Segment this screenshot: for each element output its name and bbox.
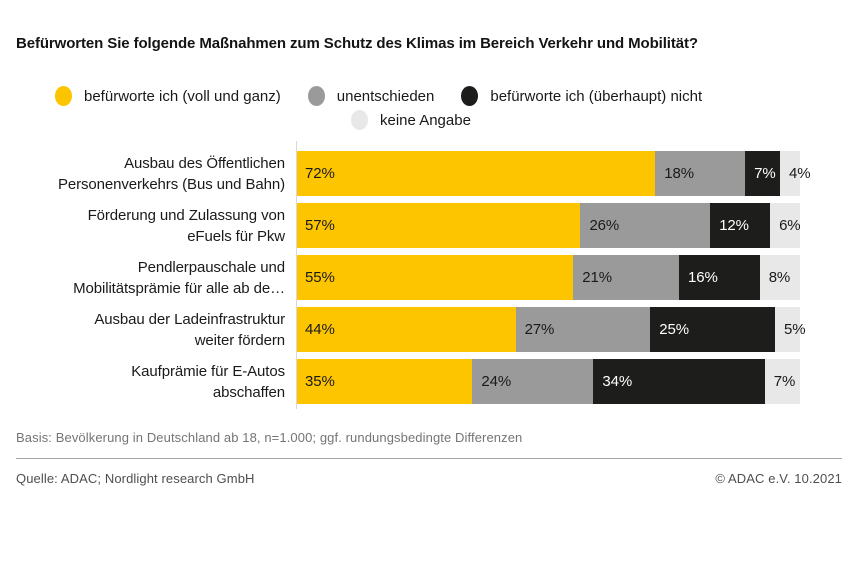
bar-segment	[580, 203, 710, 248]
legend-swatch-icon	[308, 86, 325, 106]
segment-value-label: 16%	[688, 269, 718, 286]
bar-segment	[593, 359, 764, 404]
category-label-line: Ausbau der Ladeinfrastruktur	[94, 310, 285, 328]
copyright-text: © ADAC e.V. 10.2021	[715, 471, 842, 486]
segment-value-label: 35%	[305, 373, 335, 390]
category-label-line: Personenverkehrs (Bus und Bahn)	[57, 175, 285, 193]
legend-row-bottom	[351, 110, 842, 130]
category-label-line: abschaffen	[212, 383, 285, 401]
segment-value-label: 6%	[779, 217, 801, 234]
chart-legend	[16, 86, 842, 130]
legend-label: keine Angabe	[380, 111, 471, 129]
category-label	[16, 203, 296, 248]
segment-value-label: 4%	[789, 165, 811, 182]
legend-item	[55, 86, 281, 106]
segment-value-label: 21%	[582, 269, 612, 286]
bar-segment	[650, 307, 775, 352]
chart-row	[16, 359, 800, 404]
bar-stack	[296, 151, 811, 196]
category-label-line: Kaufprämie für E-Autos	[131, 362, 285, 380]
legend-label: befürworte ich (überhaupt) nicht	[490, 87, 703, 105]
segment-value-label: 72%	[305, 165, 335, 182]
category-label-line: Mobilitätsprämie für alle ab de…	[73, 279, 285, 297]
segment-value-label: 27%	[524, 321, 555, 338]
category-label-line: Pendlerpauschale und	[137, 258, 285, 276]
category-label-line: eFuels für Pkw	[187, 227, 285, 245]
category-label-line: weiter fördern	[194, 331, 285, 349]
bar-segment	[296, 151, 655, 196]
chart-rows	[16, 151, 811, 404]
segment-value-label: 7%	[773, 373, 796, 390]
bar-segment	[296, 255, 573, 300]
category-label	[16, 359, 296, 404]
segment-value-label: 8%	[768, 269, 791, 286]
bar-segment	[765, 359, 800, 404]
segment-value-label: 44%	[305, 321, 335, 338]
source-text: Quelle: ADAC; Nordlight research GmbH	[16, 471, 255, 486]
bar-stack	[296, 307, 806, 352]
footer-source-row	[16, 471, 842, 486]
segment-value-label: 55%	[305, 269, 335, 286]
category-label	[16, 151, 296, 196]
segment-value-label: 24%	[481, 373, 512, 390]
segment-value-label: 5%	[784, 321, 806, 338]
segment-value-label: 34%	[602, 373, 633, 390]
chart-row	[16, 203, 800, 248]
segment-value-label: 25%	[659, 321, 690, 338]
legend-item	[461, 86, 702, 106]
bar-stack	[296, 359, 800, 404]
segment-value-label: 57%	[305, 217, 335, 234]
legend-row-top	[55, 86, 842, 106]
legend-swatch-icon	[351, 110, 368, 130]
bar-segment	[296, 203, 580, 248]
bar-segment	[296, 307, 516, 352]
bar-stack	[296, 203, 800, 248]
legend-item	[351, 110, 471, 130]
basis-note: Basis: Bevölkerung in Deutschland ab 18, n=1.000; ggf. rundungsbedingte Differenzen	[16, 430, 523, 445]
bar-segment	[760, 255, 800, 300]
bar-segment	[710, 203, 770, 248]
bar-segment	[775, 307, 806, 352]
footer-divider	[16, 458, 842, 459]
y-axis-line	[296, 141, 297, 409]
bar-segment	[745, 151, 780, 196]
bar-segment	[516, 307, 651, 352]
segment-value-label: 7%	[754, 165, 776, 182]
segment-value-label: 26%	[589, 217, 620, 234]
legend-swatch-icon	[461, 86, 478, 106]
legend-swatch-icon	[55, 86, 72, 106]
chart-row	[16, 307, 806, 352]
chart-row	[16, 255, 800, 300]
category-label-line: Ausbau des Öffentlichen	[124, 154, 285, 172]
legend-label: unentschieden	[336, 87, 435, 105]
segment-value-label: 18%	[664, 165, 695, 182]
segment-value-label: 12%	[719, 217, 749, 234]
category-label	[16, 307, 296, 352]
bar-segment	[296, 359, 472, 404]
bar-segment	[770, 203, 800, 248]
category-label-line: Förderung und Zulassung von	[87, 206, 285, 224]
bar-stack	[296, 255, 800, 300]
category-label	[16, 255, 296, 300]
stacked-bar-chart	[16, 151, 842, 404]
bar-segment	[780, 151, 811, 196]
bar-segment	[472, 359, 593, 404]
chart-title: Befürworten Sie folgende Maßnahmen zum Schutz des Klimas im Bereich Verkehr und Mobilität?	[16, 35, 698, 52]
legend-label: befürworte ich (voll und ganz)	[84, 87, 281, 105]
survey-chart-page	[0, 35, 858, 486]
chart-row	[16, 151, 811, 196]
bar-segment	[655, 151, 745, 196]
legend-item	[308, 86, 435, 106]
bar-segment	[679, 255, 760, 300]
bar-segment	[573, 255, 679, 300]
